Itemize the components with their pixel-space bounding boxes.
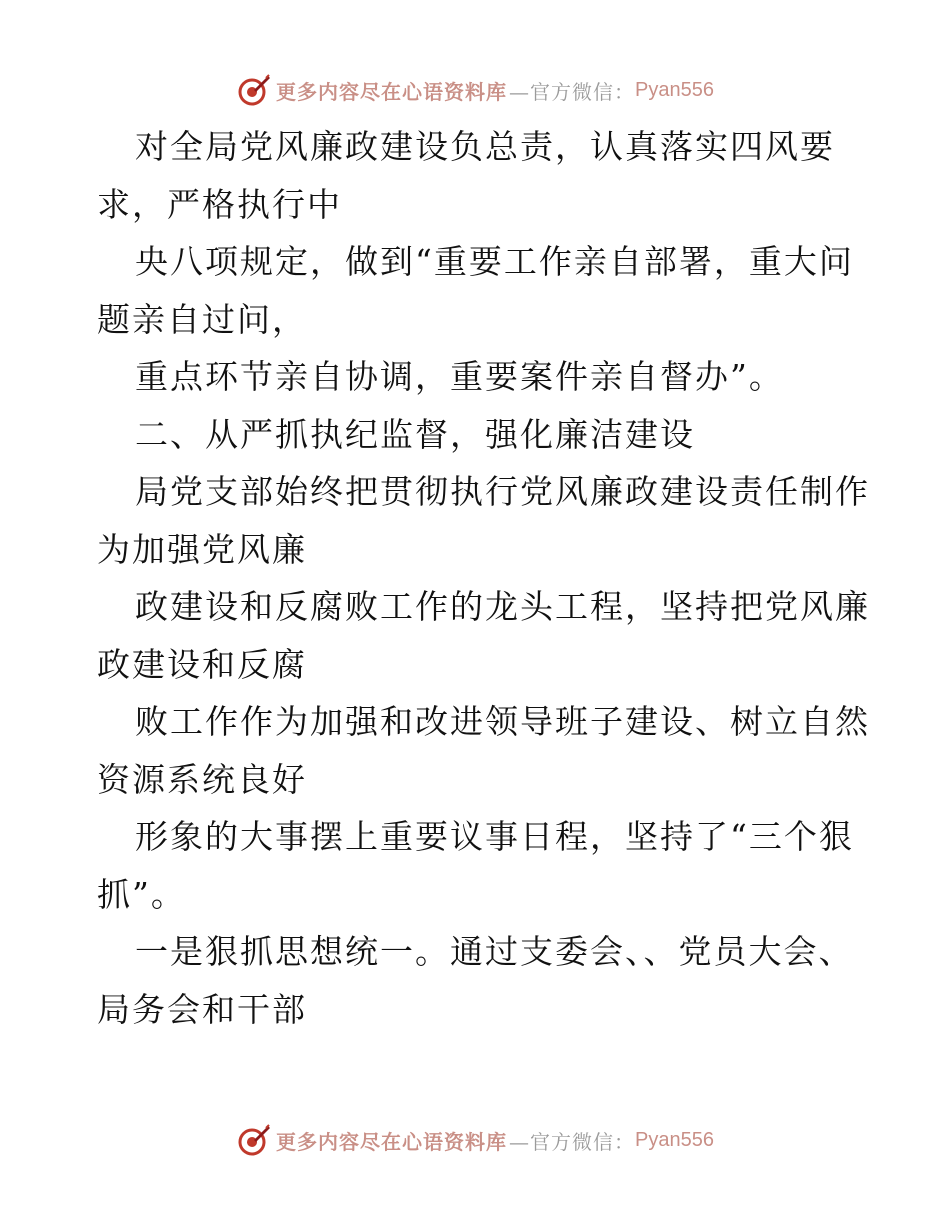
watermark-brand-text: 更多内容尽在心语资料库 — [276, 1129, 508, 1154]
header-watermark — [0, 70, 950, 110]
paragraph-line: 局务会和干部 — [97, 989, 307, 1029]
section-heading: 二、从严抓执纪监督，强化廉洁建设 — [135, 414, 695, 454]
watermark-wechat-id: Pyan556 — [635, 78, 714, 101]
paragraph-line: 对全局党风廉政建设负总责，认真落实四风要 — [135, 127, 835, 166]
watermark-brand-text: 更多内容尽在心语资料库 — [276, 79, 508, 104]
paragraph-line: 求，严格执行中 — [97, 184, 342, 224]
footer-watermark — [0, 1120, 950, 1160]
paragraph-line: 败工作作为加强和改进领导班子建设、树立自然 — [135, 702, 870, 741]
paragraph-line: 抓”。 — [97, 874, 186, 914]
document-body — [97, 118, 870, 1038]
paragraph-line: 央八项规定，做到“重要工作亲自部署，重大问 — [135, 242, 854, 281]
watermark-wechat-id: Pyan556 — [635, 1128, 714, 1151]
paragraph-line: 重点环节亲自协调，重要案件亲自督办”。 — [135, 357, 784, 396]
paragraph-line: 形象的大事摆上重要议事日程，坚持了“三个狠 — [135, 817, 854, 856]
paragraph-line: 局党支部始终把贯彻执行党风廉政建设责任制作 — [135, 472, 870, 511]
watermark-separator: —官方微信： — [509, 79, 636, 104]
paragraph-line: 一是狠抓思想统一。通过支委会、、党员大会、 — [135, 932, 854, 971]
paragraph-line: 题亲自过问， — [97, 299, 307, 339]
paragraph-line: 为加强党风廉 — [97, 529, 307, 569]
paragraph-line: 资源系统良好 — [97, 759, 307, 799]
watermark-separator: —官方微信： — [509, 1129, 636, 1154]
red-pen-seal-icon — [236, 72, 272, 108]
red-pen-seal-icon — [236, 1122, 272, 1158]
paragraph-line: 政建设和反腐败工作的龙头工程，坚持把党风廉 — [135, 587, 870, 626]
paragraph-line: 政建设和反腐 — [97, 644, 307, 684]
